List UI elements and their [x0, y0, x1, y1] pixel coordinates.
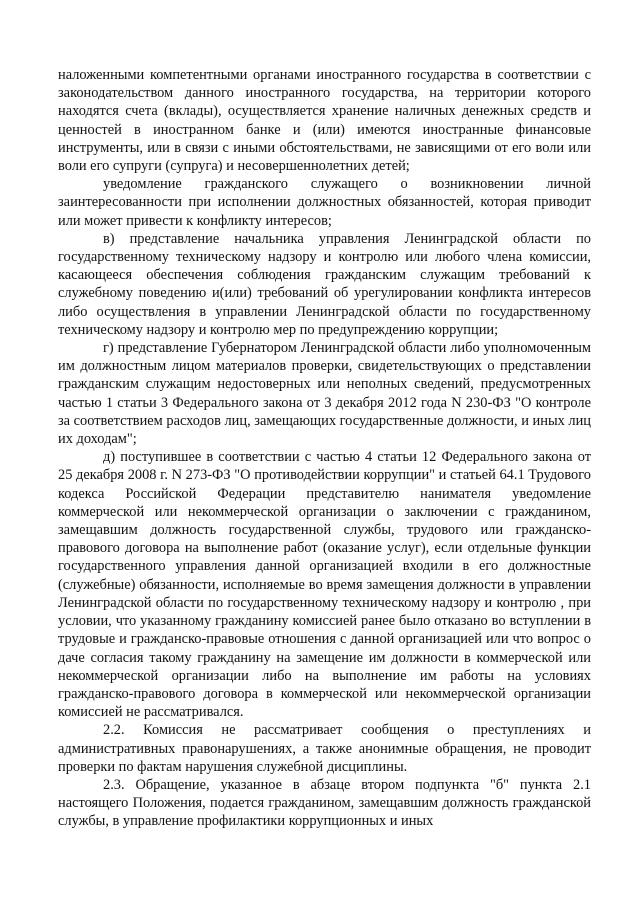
paragraph-item-v: в) представление начальника управления Ленинградской области по государственному техническому надзору и контролю или любого члена комиссии, касающееся обеспечения соблюдения гражданским служащим требований к служебному поведению и(или) требований об урегулировании конфликта интересов либо осуществления в управлении Ленинградской области по государственному техническому надзору и контролю мер по предупреждению коррупции;: [58, 230, 591, 338]
document-page: [58, 66, 591, 831]
paragraph-item-d: д) поступившее в соответствии с частью 4 статьи 12 Федерального закона от 25 декабря 2008 г. N 273-ФЗ "О противодействии коррупции" и статьей 64.1 Трудового кодекса Российской Федерации представителю нанимателя уведомление коммерческой или некоммерческой организации о заключении с гражданином, замещавшим должность государственной службы, трудового или гражданско-правового договора на выполнение работ (оказание услуг), если отдельные функции государственного управления данной организацией входили в его должностные (служебные) обязанности, исполняемые во время замещения должности в управлении Ленинградской области по государственному техническому надзору и контролю , при условии, что указанному гражданину комиссией ранее было отказано во вступлении в трудовые и гражданско-правовые отношения с данной организацией или что вопрос о даче согласия такому гражданину на замещение им должности в коммерческой или некоммерческой организации либо на выполнение им работы на условиях гражданско-правового договора в коммерческой или некоммерческой организации комиссией не рассматривался.: [58, 449, 591, 721]
paragraph-foreign-accounts: наложенными компетентными органами иностранного государства в соответствии с законодательством данного иностранного государства, на территории которого находятся счета (вклады), осуществляется хранение наличных денежных средств и ценностей в иностранном банке и (или) имеются иностранные финансовые инструменты, или в связи с иными обстоятельствами, не зависящими от его воли или воли его супруги (супруга) и несовершеннолетних детей;: [58, 67, 591, 175]
paragraph-2-3: 2.3. Обращение, указанное в абзаце втором подпункта "б" пункта 2.1 настоящего Положения, подается гражданином, замещавшим должность гражданской службы, в управление профилактики коррупционных и иных: [58, 776, 591, 830]
paragraph-2-2: 2.2. Комиссия не рассматривает сообщения о преступлениях и административных правонарушениях, а также анонимные обращения, не проводит проверки по фактам нарушения служебной дисциплины.: [58, 722, 591, 775]
paragraph-item-g: г) представление Губернатором Ленинградской области либо уполномоченным им должностным лицом материалов проверки, свидетельствующих о представлении гражданским служащим недостоверных или неполных сведений, предусмотренных частью 1 статьи 3 Федерального закона от 3 декабря 2012 года N 230-ФЗ "О контроле за соответствием расходов лиц, замещающих государственные должности, и иных лиц их доходам";: [58, 340, 591, 448]
paragraph-conflict-notice: уведомление гражданского служащего о возникновении личной заинтересованности при исполнении должностных обязанностей, которая приводит или может привести к конфликту интересов;: [58, 176, 591, 229]
